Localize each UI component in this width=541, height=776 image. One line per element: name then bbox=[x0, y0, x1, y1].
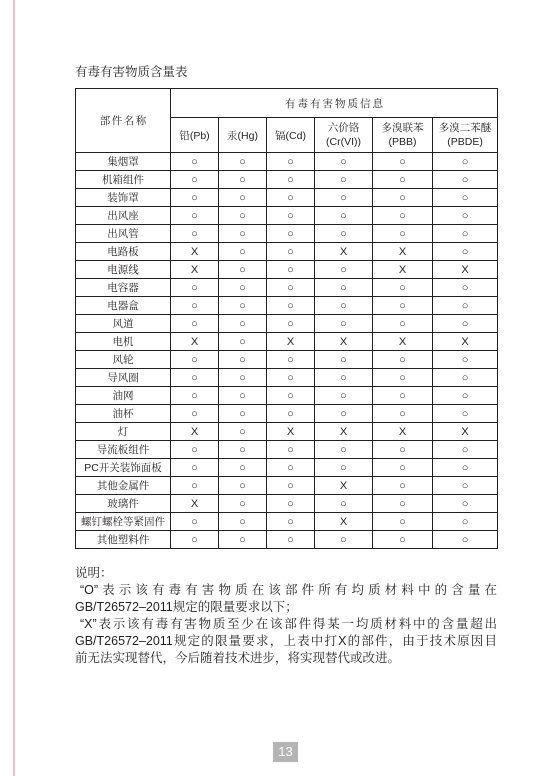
cell-pb: ○ bbox=[171, 441, 219, 459]
table-row bbox=[76, 495, 498, 513]
cell-hg: ○ bbox=[219, 459, 267, 477]
part-name: 出风座 bbox=[76, 207, 171, 225]
cell-cd: ○ bbox=[267, 351, 315, 369]
notes bbox=[75, 564, 497, 667]
header-hg: 汞(Hg) bbox=[219, 118, 267, 153]
cell-hg: ○ bbox=[219, 387, 267, 405]
cell-cd: ○ bbox=[267, 315, 315, 333]
cell-pb: ○ bbox=[171, 279, 219, 297]
cell-pbde: X bbox=[433, 423, 498, 441]
cell-pb: X bbox=[171, 333, 219, 351]
cell-cr6: X bbox=[315, 477, 373, 495]
header-pbde-symbol: (PBDE) bbox=[447, 136, 483, 148]
cell-hg: ○ bbox=[219, 261, 267, 279]
cell-cr6: X bbox=[315, 333, 373, 351]
cell-cd: X bbox=[267, 333, 315, 351]
cell-pbb: X bbox=[373, 261, 433, 279]
page-number: 13 bbox=[273, 742, 298, 762]
cell-pbde: ○ bbox=[433, 189, 498, 207]
part-name: PC开关装饰面板 bbox=[76, 459, 171, 477]
header-pbb-symbol: (PBB) bbox=[388, 136, 417, 148]
page-margin-line bbox=[13, 0, 15, 776]
header-pbb-name: 多溴联苯 bbox=[381, 122, 424, 134]
part-name: 油杯 bbox=[76, 405, 171, 423]
part-name: 螺钉螺栓等紧固件 bbox=[76, 513, 171, 531]
cell-cr6: ○ bbox=[315, 405, 373, 423]
table-row bbox=[76, 423, 498, 441]
part-name: 机箱组件 bbox=[76, 171, 171, 189]
cell-cd: ○ bbox=[267, 477, 315, 495]
table-row bbox=[76, 369, 498, 387]
cell-hg: ○ bbox=[219, 351, 267, 369]
cell-cd: ○ bbox=[267, 459, 315, 477]
cell-pbde: ○ bbox=[433, 171, 498, 189]
cell-cd: ○ bbox=[267, 261, 315, 279]
table-row bbox=[76, 207, 498, 225]
header-cr6-symbol: (Cr(VI)) bbox=[326, 136, 361, 148]
cell-cr6: ○ bbox=[315, 189, 373, 207]
table-row bbox=[76, 333, 498, 351]
cell-pb: ○ bbox=[171, 171, 219, 189]
cell-pb: ○ bbox=[171, 189, 219, 207]
cell-cr6: ○ bbox=[315, 297, 373, 315]
part-name: 出风管 bbox=[76, 225, 171, 243]
cell-pb: ○ bbox=[171, 225, 219, 243]
cell-pbb: ○ bbox=[373, 513, 433, 531]
notes-line-x-definition: “X”表示该有毒有害物质至少在该部件得某一均质材料中的含量超出 bbox=[80, 617, 497, 631]
cell-cd: ○ bbox=[267, 387, 315, 405]
cell-hg: ○ bbox=[219, 441, 267, 459]
cell-cr6: ○ bbox=[315, 279, 373, 297]
cell-hg: ○ bbox=[219, 189, 267, 207]
cell-pbde: ○ bbox=[433, 351, 498, 369]
cell-cd: ○ bbox=[267, 279, 315, 297]
cell-hg: ○ bbox=[219, 243, 267, 261]
header-cr6 bbox=[315, 118, 373, 153]
part-name: 其他塑料件 bbox=[76, 531, 171, 549]
part-name: 电源线 bbox=[76, 261, 171, 279]
table-row bbox=[76, 441, 498, 459]
cell-pbde: ○ bbox=[433, 495, 498, 513]
cell-pbb: X bbox=[373, 333, 433, 351]
part-name: 电机 bbox=[76, 333, 171, 351]
cell-cd: ○ bbox=[267, 405, 315, 423]
cell-hg: ○ bbox=[219, 315, 267, 333]
cell-cd: ○ bbox=[267, 441, 315, 459]
cell-hg: ○ bbox=[219, 405, 267, 423]
cell-cd: ○ bbox=[267, 171, 315, 189]
cell-hg: ○ bbox=[219, 531, 267, 549]
cell-pbb: ○ bbox=[373, 171, 433, 189]
part-name: 电器盒 bbox=[76, 297, 171, 315]
part-name: 灯 bbox=[76, 423, 171, 441]
part-name: 集烟罩 bbox=[76, 153, 171, 171]
cell-cr6: ○ bbox=[315, 351, 373, 369]
cell-cd: X bbox=[267, 423, 315, 441]
cell-hg: ○ bbox=[219, 171, 267, 189]
header-cd: 镉(Cd) bbox=[267, 118, 315, 153]
table-row bbox=[76, 513, 498, 531]
cell-cr6: ○ bbox=[315, 441, 373, 459]
table-row bbox=[76, 459, 498, 477]
cell-pbde: ○ bbox=[433, 369, 498, 387]
cell-pbb: ○ bbox=[373, 405, 433, 423]
table-row bbox=[76, 189, 498, 207]
cell-cd: ○ bbox=[267, 297, 315, 315]
cell-pbb: ○ bbox=[373, 531, 433, 549]
cell-pb: ○ bbox=[171, 369, 219, 387]
cell-cr6: ○ bbox=[315, 171, 373, 189]
cell-pb: X bbox=[171, 243, 219, 261]
cell-cd: ○ bbox=[267, 369, 315, 387]
notes-line: GB/T26572–2011规定的限量要求以下； bbox=[75, 600, 298, 614]
cell-pbde: X bbox=[433, 333, 498, 351]
cell-hg: ○ bbox=[219, 423, 267, 441]
page-title: 有毒有害物质含量表 bbox=[75, 65, 188, 79]
part-name: 玻璃件 bbox=[76, 495, 171, 513]
cell-cr6: ○ bbox=[315, 387, 373, 405]
cell-cd: ○ bbox=[267, 153, 315, 171]
part-name: 风轮 bbox=[76, 351, 171, 369]
cell-pbde: ○ bbox=[433, 225, 498, 243]
cell-pb: ○ bbox=[171, 297, 219, 315]
cell-hg: ○ bbox=[219, 279, 267, 297]
cell-pb: X bbox=[171, 261, 219, 279]
table-row bbox=[76, 279, 498, 297]
cell-pb: X bbox=[171, 423, 219, 441]
cell-cd: ○ bbox=[267, 189, 315, 207]
hazard-substance-table bbox=[75, 88, 498, 549]
table-row bbox=[76, 405, 498, 423]
cell-pbde: ○ bbox=[433, 279, 498, 297]
part-name: 风道 bbox=[76, 315, 171, 333]
cell-cr6: ○ bbox=[315, 207, 373, 225]
cell-cr6: X bbox=[315, 423, 373, 441]
cell-pbb: ○ bbox=[373, 387, 433, 405]
cell-pbb: ○ bbox=[373, 207, 433, 225]
cell-pbde: ○ bbox=[433, 387, 498, 405]
part-name: 装饰罩 bbox=[76, 189, 171, 207]
header-pbde bbox=[433, 118, 498, 153]
part-name: 其他金属件 bbox=[76, 477, 171, 495]
cell-cr6: X bbox=[315, 513, 373, 531]
part-name: 电容器 bbox=[76, 279, 171, 297]
cell-hg: ○ bbox=[219, 369, 267, 387]
cell-pb: ○ bbox=[171, 351, 219, 369]
cell-pb: ○ bbox=[171, 513, 219, 531]
cell-pbde: ○ bbox=[433, 477, 498, 495]
header-pbb bbox=[373, 118, 433, 153]
table-row bbox=[76, 225, 498, 243]
cell-pbde: ○ bbox=[433, 405, 498, 423]
cell-pbb: ○ bbox=[373, 351, 433, 369]
cell-pbb: ○ bbox=[373, 477, 433, 495]
cell-cd: ○ bbox=[267, 513, 315, 531]
cell-pbb: ○ bbox=[373, 459, 433, 477]
cell-cr6: X bbox=[315, 243, 373, 261]
cell-hg: ○ bbox=[219, 477, 267, 495]
header-cr6-name: 六价铬 bbox=[327, 122, 360, 134]
header-part-name: 部件名称 bbox=[76, 89, 171, 153]
cell-cr6: ○ bbox=[315, 315, 373, 333]
cell-pbde: ○ bbox=[433, 531, 498, 549]
table-row bbox=[76, 153, 498, 171]
part-name: 油网 bbox=[76, 387, 171, 405]
part-name: 导流板组件 bbox=[76, 441, 171, 459]
cell-cr6: ○ bbox=[315, 495, 373, 513]
notes-line: 前无法实现替代，今后随着技术进步，将实现替代或改进。 bbox=[75, 651, 401, 665]
cell-pbde: ○ bbox=[433, 207, 498, 225]
cell-pbb: ○ bbox=[373, 369, 433, 387]
cell-pbde: ○ bbox=[433, 513, 498, 531]
cell-pbde: ○ bbox=[433, 315, 498, 333]
cell-pbde: ○ bbox=[433, 243, 498, 261]
cell-pbde: ○ bbox=[433, 459, 498, 477]
cell-pbb: ○ bbox=[373, 153, 433, 171]
cell-cr6: ○ bbox=[315, 153, 373, 171]
table-row bbox=[76, 531, 498, 549]
table-row bbox=[76, 261, 498, 279]
table-row bbox=[76, 243, 498, 261]
table-header-row bbox=[76, 89, 498, 118]
cell-pb: ○ bbox=[171, 315, 219, 333]
table-row bbox=[76, 387, 498, 405]
cell-hg: ○ bbox=[219, 333, 267, 351]
cell-pb: X bbox=[171, 495, 219, 513]
cell-hg: ○ bbox=[219, 207, 267, 225]
cell-pbb: ○ bbox=[373, 315, 433, 333]
table-row bbox=[76, 297, 498, 315]
cell-cd: ○ bbox=[267, 225, 315, 243]
cell-cd: ○ bbox=[267, 243, 315, 261]
cell-pbb: ○ bbox=[373, 189, 433, 207]
cell-hg: ○ bbox=[219, 297, 267, 315]
cell-cr6: ○ bbox=[315, 531, 373, 549]
header-substance-info: 有毒有害物质信息 bbox=[171, 89, 498, 118]
cell-cr6: ○ bbox=[315, 459, 373, 477]
cell-cr6: ○ bbox=[315, 261, 373, 279]
cell-pbde: ○ bbox=[433, 441, 498, 459]
cell-pb: ○ bbox=[171, 153, 219, 171]
cell-pbb: ○ bbox=[373, 495, 433, 513]
cell-hg: ○ bbox=[219, 513, 267, 531]
table-row bbox=[76, 351, 498, 369]
table-row bbox=[76, 477, 498, 495]
header-pbde-name: 多溴二苯醚 bbox=[438, 122, 492, 134]
notes-label: 说明： bbox=[75, 566, 113, 580]
cell-pb: ○ bbox=[171, 477, 219, 495]
cell-cr6: ○ bbox=[315, 369, 373, 387]
cell-pbb: ○ bbox=[373, 225, 433, 243]
notes-line: GB/T26572–2011规定的限量要求，上表中打X的部件，由于技术原因目 bbox=[75, 634, 497, 648]
header-pb: 铅(Pb) bbox=[171, 118, 219, 153]
cell-hg: ○ bbox=[219, 225, 267, 243]
cell-pb: ○ bbox=[171, 387, 219, 405]
cell-pbb: ○ bbox=[373, 279, 433, 297]
part-name: 导风圈 bbox=[76, 369, 171, 387]
cell-pbb: X bbox=[373, 243, 433, 261]
cell-pb: ○ bbox=[171, 207, 219, 225]
cell-pb: ○ bbox=[171, 459, 219, 477]
cell-pbb: ○ bbox=[373, 297, 433, 315]
cell-cd: ○ bbox=[267, 495, 315, 513]
cell-pbb: ○ bbox=[373, 441, 433, 459]
cell-cr6: ○ bbox=[315, 225, 373, 243]
notes-line-o-definition: “O”表示该有毒有害物质在该部件所有均质材料中的含量在 bbox=[80, 583, 497, 597]
cell-cd: ○ bbox=[267, 207, 315, 225]
table-row bbox=[76, 315, 498, 333]
cell-pbb: X bbox=[373, 423, 433, 441]
table-row bbox=[76, 171, 498, 189]
cell-pbde: X bbox=[433, 261, 498, 279]
part-name: 电路板 bbox=[76, 243, 171, 261]
cell-hg: ○ bbox=[219, 153, 267, 171]
cell-cd: ○ bbox=[267, 531, 315, 549]
cell-pbde: ○ bbox=[433, 297, 498, 315]
cell-pb: ○ bbox=[171, 531, 219, 549]
cell-pbde: ○ bbox=[433, 153, 498, 171]
cell-hg: ○ bbox=[219, 495, 267, 513]
cell-pb: ○ bbox=[171, 405, 219, 423]
